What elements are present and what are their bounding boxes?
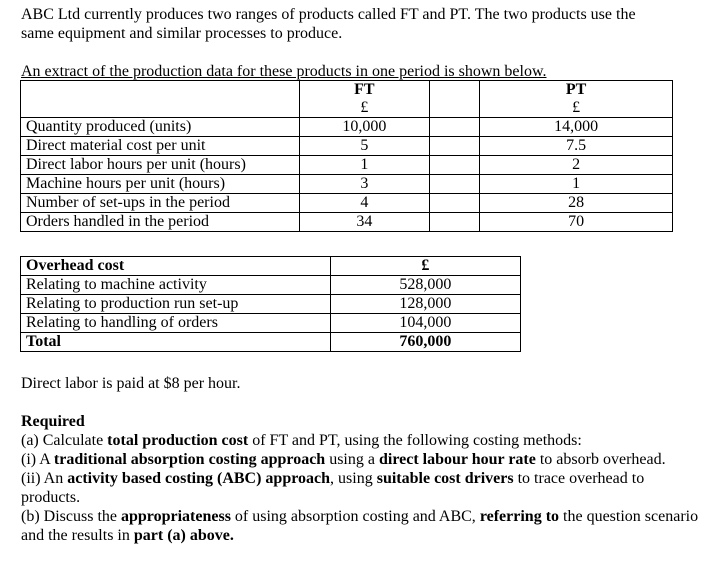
- overhead-total-label: Total: [21, 333, 331, 352]
- labor-rate-note: Direct labor is paid at $8 per hour.: [21, 375, 241, 392]
- row-label: Direct material cost per unit: [21, 137, 300, 156]
- production-header-gap: [429, 81, 480, 100]
- row-label: Relating to production run set-up: [21, 295, 331, 314]
- required-section: [21, 412, 701, 545]
- overhead-header-label: Overhead cost: [21, 257, 331, 276]
- table-row: [21, 314, 521, 333]
- table-row: [21, 156, 673, 175]
- row-label: Orders handled in the period: [21, 213, 300, 232]
- table-row: [21, 194, 673, 213]
- production-currency-ft: £: [300, 99, 429, 118]
- overhead-total-value: 760,000: [330, 333, 520, 352]
- pt-value: 1: [480, 175, 673, 194]
- pt-value: 7.5: [480, 137, 673, 156]
- overhead-header-currency: £: [330, 257, 520, 276]
- table-row: [21, 276, 521, 295]
- intro-paragraph: ABC Ltd currently produces two ranges of products called FT and PT. The two products use the same equipment and similar processes to produce.: [21, 6, 636, 42]
- production-data-table: [20, 80, 673, 232]
- production-header-blank: [21, 81, 300, 100]
- extract-intro: [21, 62, 547, 81]
- row-label: Direct labor hours per unit (hours): [21, 156, 300, 175]
- extract-intro-text: An extract of the production data for these products in one period is shown below.: [21, 63, 547, 80]
- row-label: Relating to handling of orders: [21, 314, 331, 333]
- table-row: [21, 118, 673, 137]
- production-header-ft: FT: [300, 81, 429, 100]
- pt-value: 70: [480, 213, 673, 232]
- row-label: Quantity produced (units): [21, 118, 300, 137]
- question-a: (a) Calculate total production cost of FT and PT, using the following costing methods:: [21, 432, 582, 449]
- question-a-i: (i) A traditional absorption costing approach using a direct labour hour rate to absorb overhead.: [21, 451, 666, 468]
- question-b: (b) Discuss the appropriateness of using absorption costing and ABC, referring to the question scenario and the results in part (a) above.: [21, 508, 699, 544]
- row-label: Number of set-ups in the period: [21, 194, 300, 213]
- table-row: [21, 175, 673, 194]
- row-label: Machine hours per unit (hours): [21, 175, 300, 194]
- overhead-value: 528,000: [330, 276, 520, 295]
- pt-value: 28: [480, 194, 673, 213]
- ft-value: 4: [300, 194, 429, 213]
- table-row: [21, 333, 521, 352]
- ft-value: 5: [300, 137, 429, 156]
- table-row: [21, 295, 521, 314]
- ft-value: 1: [300, 156, 429, 175]
- question-a-ii: (ii) An activity based costing (ABC) approach, using suitable cost drivers to trace overhead to products.: [21, 470, 645, 506]
- required-heading: Required: [21, 413, 85, 430]
- ft-value: 10,000: [300, 118, 429, 137]
- production-header-pt: PT: [480, 81, 673, 100]
- overhead-value: 104,000: [330, 314, 520, 333]
- table-row: [21, 137, 673, 156]
- pt-value: 2: [480, 156, 673, 175]
- pt-value: 14,000: [480, 118, 673, 137]
- overhead-cost-table: [20, 256, 521, 352]
- ft-value: 3: [300, 175, 429, 194]
- production-currency-pt: £: [480, 99, 673, 118]
- table-row: [21, 257, 521, 276]
- ft-value: 34: [300, 213, 429, 232]
- table-row: [21, 213, 673, 232]
- overhead-value: 128,000: [330, 295, 520, 314]
- row-label: Relating to machine activity: [21, 276, 331, 295]
